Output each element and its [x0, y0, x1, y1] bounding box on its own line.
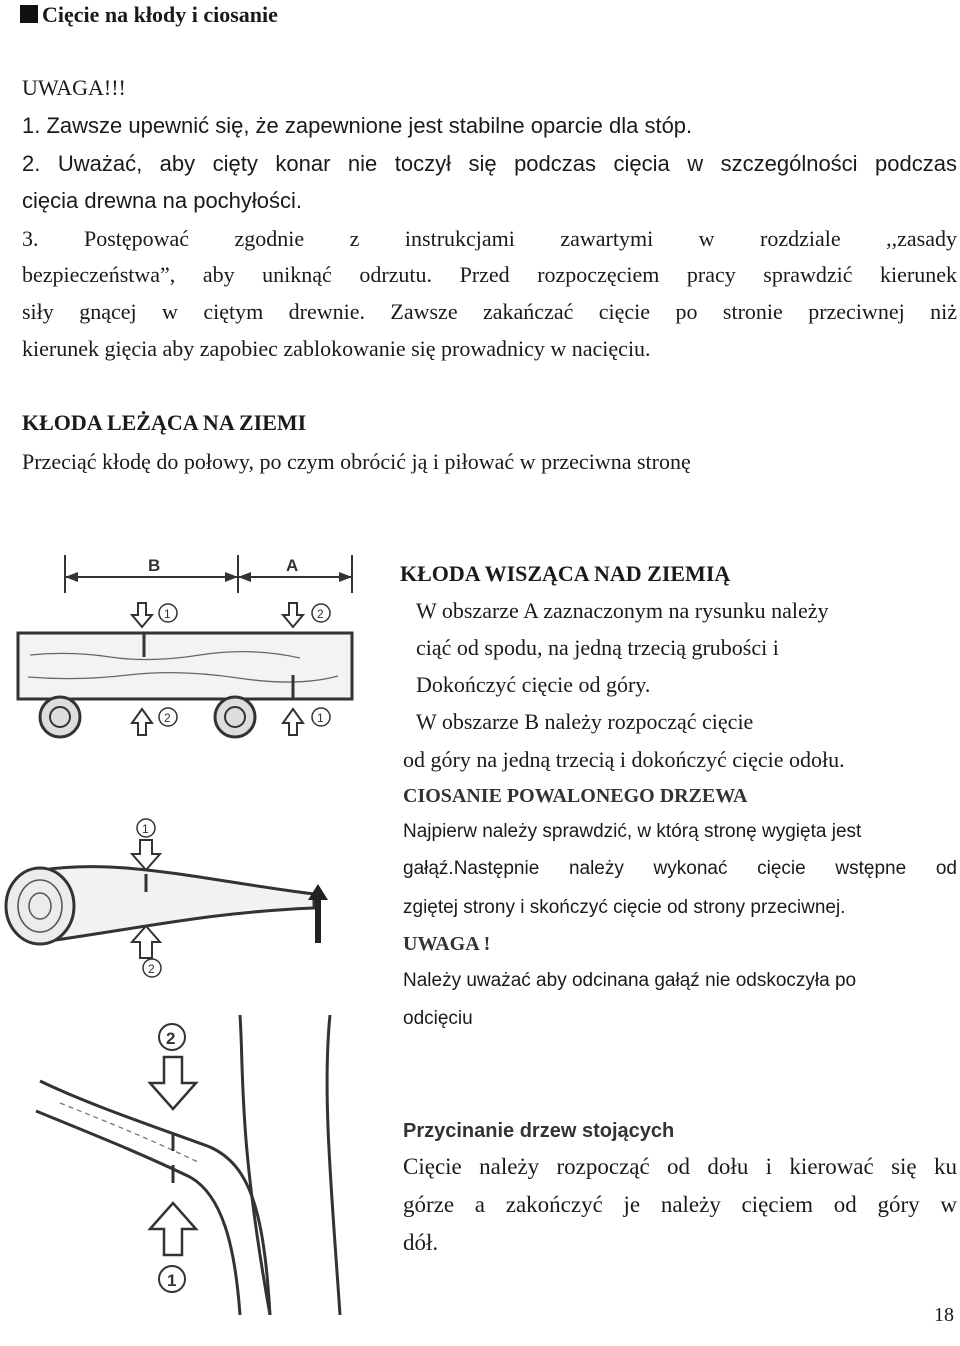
warning-heading: UWAGA!!! [22, 75, 126, 100]
page-number: 18 [934, 1304, 954, 1326]
felled-tree-line-2: gałąź.Następnie należy wykonać cięcie wstępne od [403, 858, 957, 879]
dimension-arrowhead [225, 572, 238, 582]
standing-tree-line-2: górze a zakończyć je należy cięciem od góry w [403, 1192, 957, 1217]
section-title [20, 2, 278, 28]
warning-item-3-line-2: bezpieczeństwa”, aby uniknąć odrzutu. Przed rozpoczęciem pracy sprawdzić kierunek [22, 262, 957, 287]
log-shape [18, 633, 352, 699]
up-arrow-icon [132, 709, 152, 735]
down-arrow-icon [150, 1057, 196, 1109]
branch-outline [36, 1111, 240, 1315]
suspended-log-figure [10, 545, 365, 740]
trunk-outline [327, 1015, 340, 1315]
step-1-label: 1 [317, 711, 324, 725]
felled-tree-warning-line-2: odcięciu [403, 1008, 473, 1029]
felled-tree-warning-label: UWAGA ! [403, 933, 491, 955]
log-suspended-line-2: ciąć od spodu, na jedną trzecią grubości i [416, 635, 779, 660]
support-log-right [215, 697, 255, 737]
warning-item-2-line-2: cięcia drewna na pochyłości. [22, 188, 303, 213]
standing-tree-line-3: dół. [403, 1230, 439, 1255]
felled-tree-line-3: zgiętej strony i skończyć cięcie od strony przeciwnej. [403, 897, 846, 918]
section-title-text: Cięcie na kłody i ciosanie [42, 2, 278, 27]
step-1-label: 1 [167, 1271, 177, 1290]
felled-tree-warning-line-1: Należy uważać aby odcinana gałąź nie odskoczyła po [403, 970, 857, 991]
standing-tree-figure [30, 1015, 360, 1315]
log-suspended-line-5: od góry na jedną trzecią i dokończyć cięcie odołu. [403, 747, 845, 772]
dimension-arrowhead [238, 572, 251, 582]
standing-tree-heading: Przycinanie drzew stojących [403, 1120, 675, 1142]
step-2-label: 2 [148, 962, 155, 976]
dimension-arrowhead [65, 572, 78, 582]
down-arrow-icon [132, 603, 152, 627]
up-arrow-icon [283, 709, 303, 735]
support-log-left [40, 697, 80, 737]
trunk-shape [42, 867, 314, 942]
log-on-ground-text: Przeciąć kłodę do połowy, po czym obrócić ją i piłować w przeciwna stronę [22, 449, 691, 474]
felled-tree-line-1: Najpierw należy sprawdzić, w którą stronę wygięta jest [403, 821, 862, 842]
up-arrow-icon [132, 926, 160, 958]
label-a: A [286, 556, 299, 575]
warning-item-3-line-1: 3. Postępować zgodnie z instrukcjami zawartymi w rozdziale ,,zasady [22, 226, 957, 251]
square-bullet-icon [20, 5, 38, 23]
up-arrow-icon [150, 1203, 196, 1255]
felled-tree-figure [2, 808, 332, 980]
step-2-label: 2 [166, 1029, 176, 1048]
step-1-label: 1 [164, 607, 171, 621]
log-suspended-line-4: W obszarze B należy rozpocząć cięcie [416, 709, 754, 734]
log-suspended-line-1: W obszarze A zaznaczonym na rysunku należy [416, 598, 829, 623]
step-2-label: 2 [164, 711, 171, 725]
log-suspended-line-3: Dokończyć cięcie od góry. [416, 672, 651, 697]
step-1-label: 1 [142, 822, 149, 836]
dimension-arrowhead [339, 572, 352, 582]
log-on-ground-heading: KŁODA LEŻĄCA NA ZIEMI [22, 410, 307, 435]
label-b: B [148, 556, 161, 575]
down-arrow-icon [132, 840, 160, 870]
step-2-label: 2 [317, 607, 324, 621]
warning-item-3-line-4: kierunek gięcia aby zapobiec zablokowanie się prowadnicy w nacięciu. [22, 336, 651, 361]
warning-item-3-line-3: siły gnącej w ciętym drewnie. Zawsze zakańczać cięcie po stronie przeciwnej niż [22, 299, 957, 324]
log-suspended-heading: KŁODA WISZĄCA NAD ZIEMIĄ [400, 561, 731, 586]
standing-tree-line-1: Cięcie należy rozpocząć od dołu i kierować się ku [403, 1154, 957, 1179]
warning-item-2-line-1: 2. Uważać, aby cięty konar nie toczył się podczas cięcia w szczególności podczas [22, 151, 957, 176]
warning-item-1: 1. Zawsze upewnić się, że zapewnione jest stabilne oparcie dla stóp. [22, 113, 693, 138]
bark-texture [60, 1103, 200, 1163]
down-arrow-icon [283, 603, 303, 627]
felled-tree-heading: CIOSANIE POWALONEGO DRZEWA [403, 785, 748, 807]
